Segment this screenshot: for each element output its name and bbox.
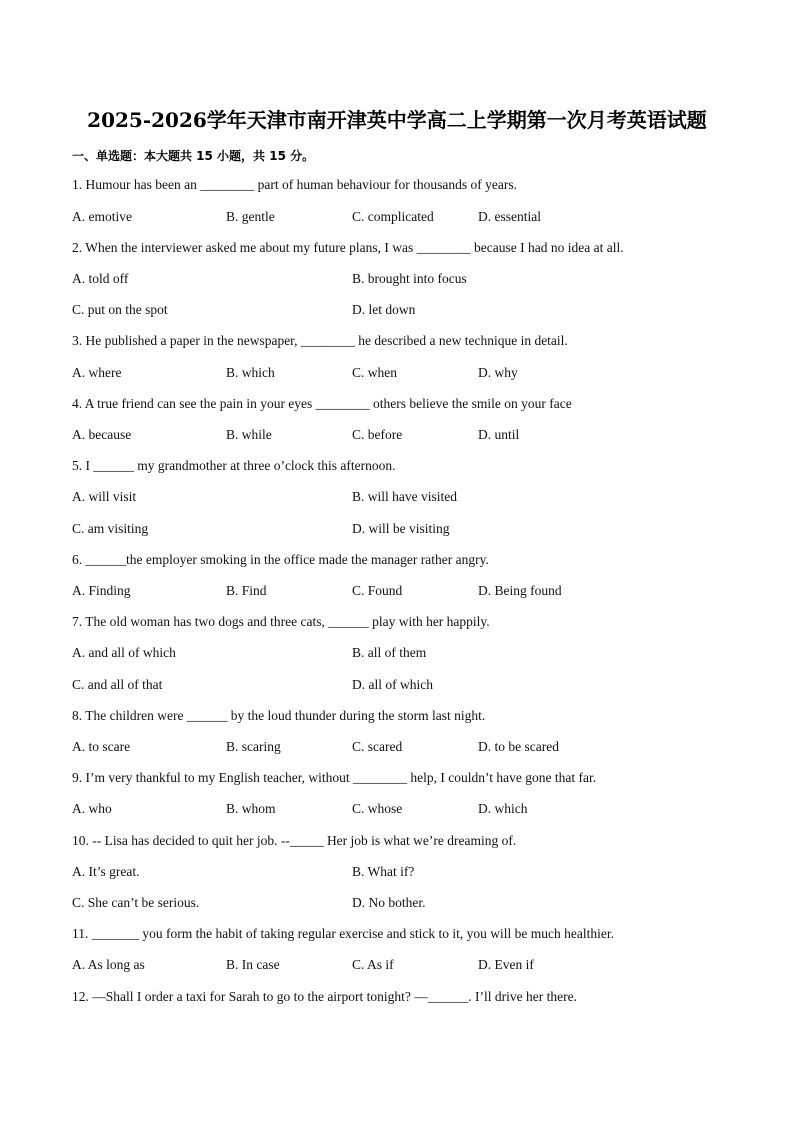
q9-option-b[interactable]: B. whom [226,801,276,816]
q7-option-a[interactable]: A. and all of which [72,645,176,660]
q9-option-a[interactable]: A. who [72,801,112,816]
question-7-stem: 7. The old woman has two dogs and three cats, ______ play with her happily. [72,614,490,629]
q5-option-b[interactable]: B. will have visited [352,489,457,504]
q1-option-a[interactable]: A. emotive [72,209,132,224]
q2-option-c[interactable]: C. put on the spot [72,302,168,317]
q2-option-b[interactable]: B. brought into focus [352,271,467,286]
q11-option-d[interactable]: D. Even if [478,957,534,972]
q8-option-d[interactable]: D. to be scared [478,739,559,754]
q4-option-c[interactable]: C. before [352,427,403,442]
question-1-stem: 1. Humour has been an ________ part of human behaviour for thousands of years. [72,177,518,192]
q3-option-b[interactable]: B. which [226,365,275,380]
q8-option-a[interactable]: A. to scare [72,739,131,754]
question-3-stem: 3. He published a paper in the newspaper, ________ he described a new technique in detail. [72,333,568,348]
q8-option-b[interactable]: B. scaring [226,739,281,754]
question-10-stem: 10. -- Lisa has decided to quit her job. --_____ Her job is what we’re dreaming of. [72,833,517,848]
q9-option-d[interactable]: D. which [478,801,528,816]
page-title: 2025-2026学年天津市南开津英中学高二上学期第一次月考英语试题 [87,108,707,132]
q10-option-c[interactable]: C. She can’t be serious. [72,895,200,910]
q4-option-d[interactable]: D. until [478,427,520,442]
q11-option-b[interactable]: B. In case [226,957,280,972]
q6-option-b[interactable]: B. Find [226,583,267,598]
q5-option-a[interactable]: A. will visit [72,489,137,504]
question-8-stem: 8. The children were ______ by the loud thunder during the storm last night. [72,708,486,723]
q5-option-c[interactable]: C. am visiting [72,521,149,536]
q6-option-d[interactable]: D. Being found [478,583,562,598]
question-2-stem: 2. When the interviewer asked me about my future plans, I was ________ because I had no idea at all. [72,240,624,255]
question-4-stem: 4. A true friend can see the pain in your eyes ________ others believe the smile on your face [72,396,572,411]
q7-option-b[interactable]: B. all of them [352,645,427,660]
q2-option-d[interactable]: D. let down [352,302,416,317]
q8-option-c[interactable]: C. scared [352,739,403,754]
q2-option-a[interactable]: A. told off [72,271,129,286]
question-11-stem: 11. _______ you form the habit of taking regular exercise and stick to it, you will be much healthier. [72,926,614,941]
q4-option-b[interactable]: B. while [226,427,272,442]
section-heading: 一、单选题：本大题共 15 小题，共 15 分。 [72,149,315,163]
q7-option-d[interactable]: D. all of which [352,677,433,692]
q6-option-c[interactable]: C. Found [352,583,403,598]
q3-option-a[interactable]: A. where [72,365,122,380]
q7-option-c[interactable]: C. and all of that [72,677,163,692]
q10-option-d[interactable]: D. No bother. [352,895,426,910]
q3-option-d[interactable]: D. why [478,365,518,380]
q1-option-b[interactable]: B. gentle [226,209,275,224]
question-12-stem: 12. —Shall I order a taxi for Sarah to go to the airport tonight? —______. I’ll drive her there. [72,989,577,1004]
q1-option-c[interactable]: C. complicated [352,209,434,224]
q4-option-a[interactable]: A. because [72,427,132,442]
question-5-stem: 5. I ______ my grandmother at three o’clock this afternoon. [72,458,396,473]
question-6-stem: 6. ______the employer smoking in the office made the manager rather angry. [72,552,489,567]
q10-option-a[interactable]: A. It’s great. [72,864,140,879]
q11-option-a[interactable]: A. As long as [72,957,145,972]
q3-option-c[interactable]: C. when [352,365,397,380]
q6-option-a[interactable]: A. Finding [72,583,131,598]
q5-option-d[interactable]: D. will be visiting [352,521,450,536]
q1-option-d[interactable]: D. essential [478,209,541,224]
q10-option-b[interactable]: B. What if? [352,864,415,879]
question-9-stem: 9. I’m very thankful to my English teacher, without ________ help, I couldn’t have gone that far. [72,770,597,785]
q9-option-c[interactable]: C. whose [352,801,403,816]
q11-option-c[interactable]: C. As if [352,957,394,972]
